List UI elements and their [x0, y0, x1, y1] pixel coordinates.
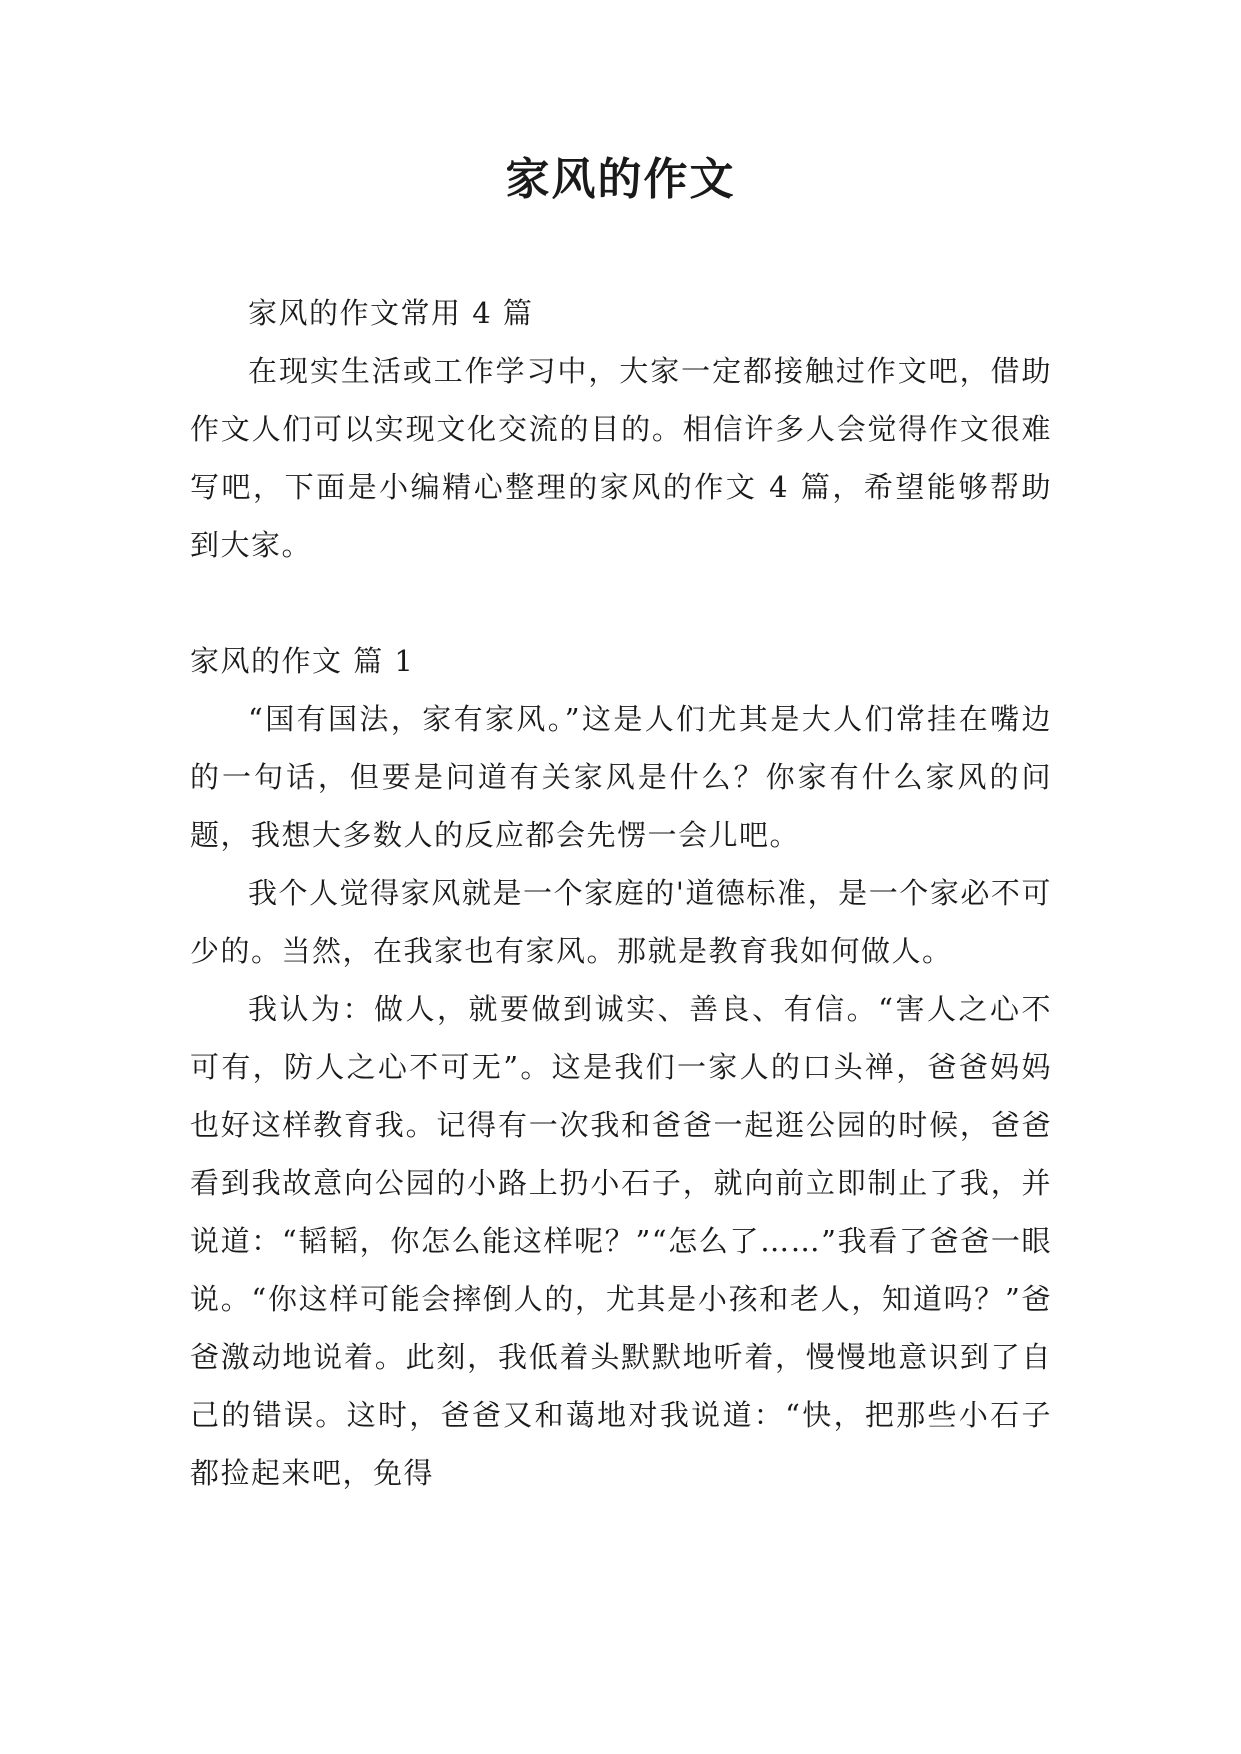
- subtitle-paragraph: 家风的作文常用 4 篇: [248, 296, 534, 330]
- body-paragraph-3: 我认为：做人，就要做到诚实、善良、有信。“害人之心不可有，防人之心不可无”。这是我们一家人的口头禅，爸爸妈妈也好这样教育我。记得有一次我和爸爸一起逛公园的时候，爸爸看到我故意向公园的小路上扔小石子，就向前立即制止了我，并说道：“韬韬，你怎么能这样呢？”“怎么了……”我看了爸爸一眼说。“你这样可能会摔倒人的，尤其是小孩和老人，知道吗？”爸爸激动地说着。此刻，我低着头默默地听着，慢慢地意识到了自己的错误。这时，爸爸又和蔼地对我说道：“快，把那些小石子都捡起来吧，免得: [190, 992, 1052, 1490]
- section-heading: 家风的作文 篇 1: [190, 644, 415, 678]
- document-body: [190, 284, 1052, 1502]
- body-paragraph-2: 我个人觉得家风就是一个家庭的'道德标准，是一个家必不可少的。当然，在我家也有家风。那就是教育我如何做人。: [190, 876, 1052, 968]
- body-paragraph-1: “国有国法，家有家风。”这是人们尤其是大人们常挂在嘴边的一句话，但要是问道有关家风是什么？你家有什么家风的问题，我想大多数人的反应都会先愣一会儿吧。: [190, 702, 1052, 852]
- intro-paragraph: 在现实生活或工作学习中，大家一定都接触过作文吧，借助作文人们可以实现文化交流的目的。相信许多人会觉得作文很难写吧，下面是小编精心整理的家风的作文 4 篇，希望能够帮助到大家。: [190, 354, 1052, 562]
- document-title: 家风的作文: [505, 154, 736, 205]
